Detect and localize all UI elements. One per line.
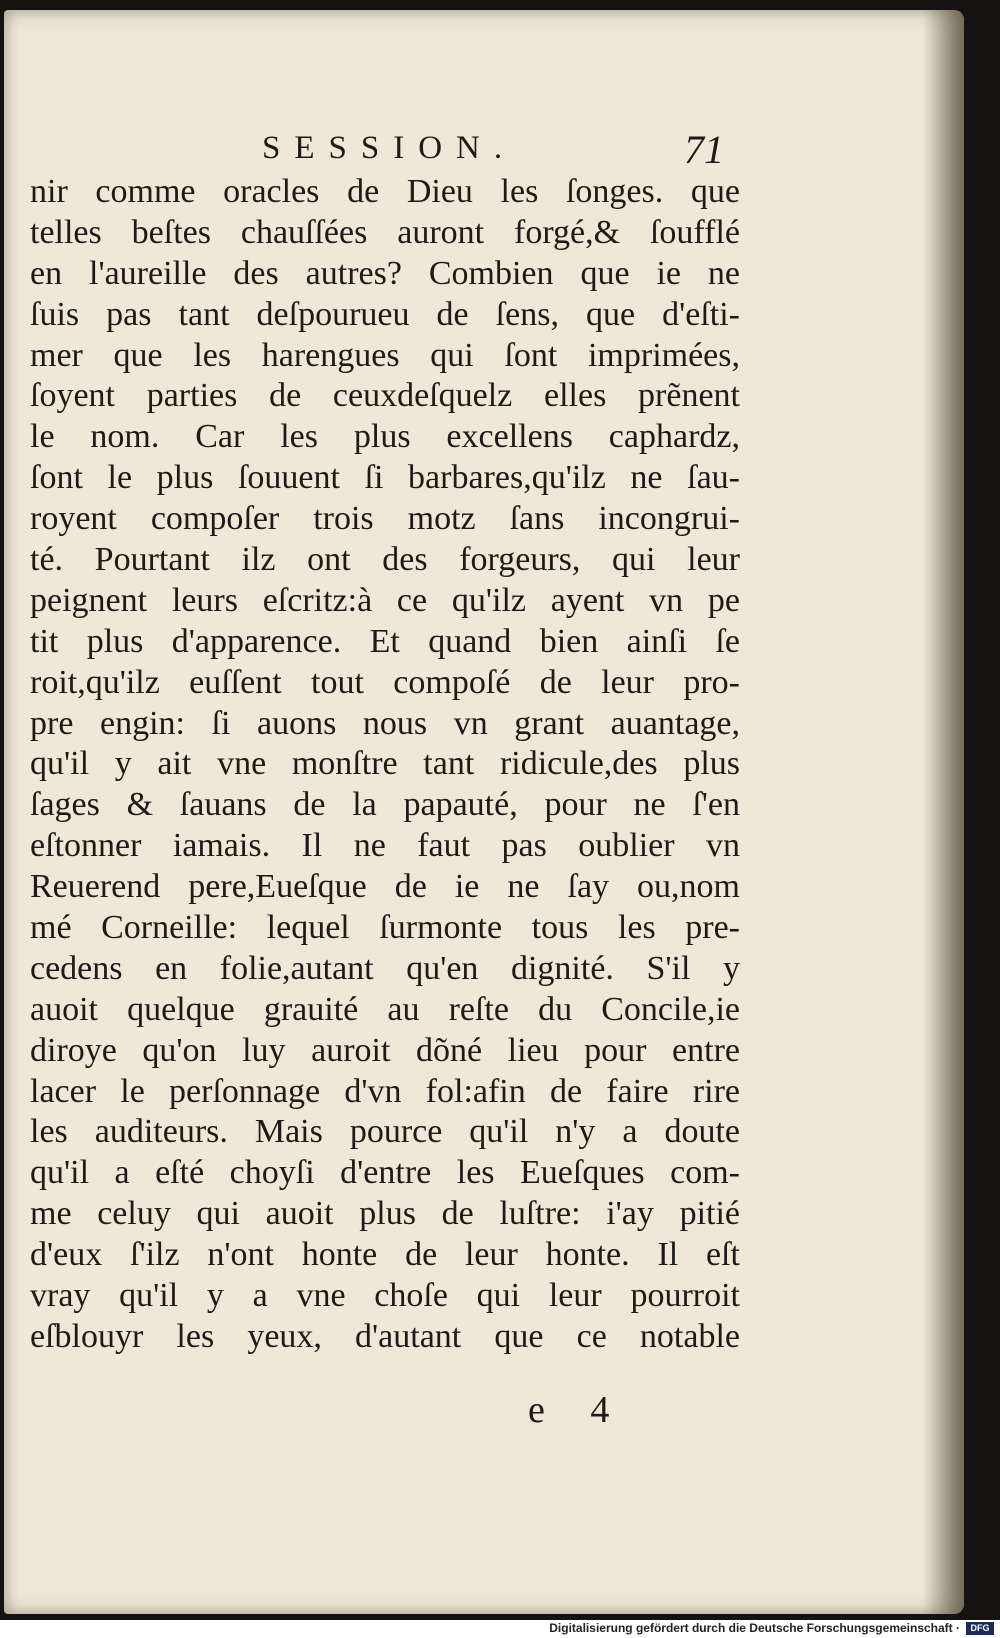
text-line: ſages & ſauans de la papauté, pour ne ſ'en bbox=[30, 786, 740, 824]
text-line: auoit quelque grauité au reſte du Concile,ie bbox=[30, 990, 740, 1028]
text-line: eſtonner iamais. Il ne faut pas oublier vn bbox=[30, 827, 740, 865]
text-block bbox=[30, 172, 740, 1358]
text-line: me celuy qui auoit plus de luſtre: i'ay pitié bbox=[30, 1195, 740, 1233]
text-line: nir comme oracles de Dieu les ſonges. que bbox=[30, 173, 740, 210]
text-line: les auditeurs. Mais pource qu'il n'y a doute bbox=[30, 1113, 740, 1151]
text-line: le nom. Car les plus excellens caphardz, bbox=[30, 418, 740, 456]
text-line: royent compoſer trois motz ſans incongrui- bbox=[30, 500, 740, 538]
page-number: 71 bbox=[684, 127, 724, 172]
text-line: lacer le perſonnage d'vn fol:afin de faire rire bbox=[30, 1072, 740, 1110]
text-line: té. Pourtant ilz ont des forgeurs, qui leur bbox=[30, 541, 740, 579]
text-line: pre engin: ſi auons nous vn grant auantage, bbox=[30, 704, 740, 742]
text-line: ſont le plus ſouuent ſi barbares,qu'ilz ne ſau- bbox=[30, 459, 740, 497]
text-line: qu'il y ait vne monſtre tant ridicule,des plus bbox=[30, 745, 740, 783]
text-line: ſuis pas tant deſpourueu de ſens, que d'eſti- bbox=[30, 295, 740, 333]
text-line: vray qu'il y a vne choſe qui leur pourroit bbox=[30, 1277, 740, 1315]
text-line: tit plus d'apparence. Et quand bien ainſi ſe bbox=[30, 622, 740, 660]
running-head: SESSION. bbox=[262, 130, 517, 166]
text-line: mé Corneille: lequel ſurmonte tous les pre- bbox=[30, 909, 740, 947]
footer-bar bbox=[0, 1620, 1000, 1638]
text-line: roit,qu'ilz euſſent tout compoſé de leur pro- bbox=[30, 663, 740, 701]
dfg-logo-icon: DFG bbox=[966, 1622, 994, 1635]
text-line: mer que les harengues qui ſont imprimées, bbox=[30, 336, 740, 374]
text-line: diroye qu'on luy auroit dõné lieu pour entre bbox=[30, 1031, 740, 1069]
text-line: qu'il a eſté choyſi d'entre les Eueſques com- bbox=[30, 1154, 740, 1192]
text-line: en l'aureille des autres? Combien que ie ne bbox=[30, 254, 740, 292]
text-line: d'eux ſ'ilz n'ont honte de leur honte. Il eſt bbox=[30, 1236, 740, 1274]
page-gutter-shadow bbox=[922, 10, 964, 1614]
text-line: peignent leurs eſcritz:à ce qu'ilz ayent vn pe bbox=[30, 581, 740, 619]
signature-mark: e 4 bbox=[528, 1389, 628, 1431]
text-line: Reuerend pere,Eueſque de ie ne ſay ou,nom bbox=[30, 868, 740, 906]
funding-credit: Digitalisierung gefördert durch die Deutsche Forschungsgemeinschaft · bbox=[549, 1621, 960, 1635]
text-line: ſoyent parties de ceuxdeſquelz elles prẽnent bbox=[30, 377, 740, 415]
text-line: telles beſtes chauſſées auront forgé,& ſoufflé bbox=[30, 213, 740, 251]
text-line: cedens en folie,autant qu'en dignité. S'il y bbox=[30, 949, 740, 987]
text-line: eſblouyr les yeux, d'autant que ce notable bbox=[30, 1317, 740, 1355]
